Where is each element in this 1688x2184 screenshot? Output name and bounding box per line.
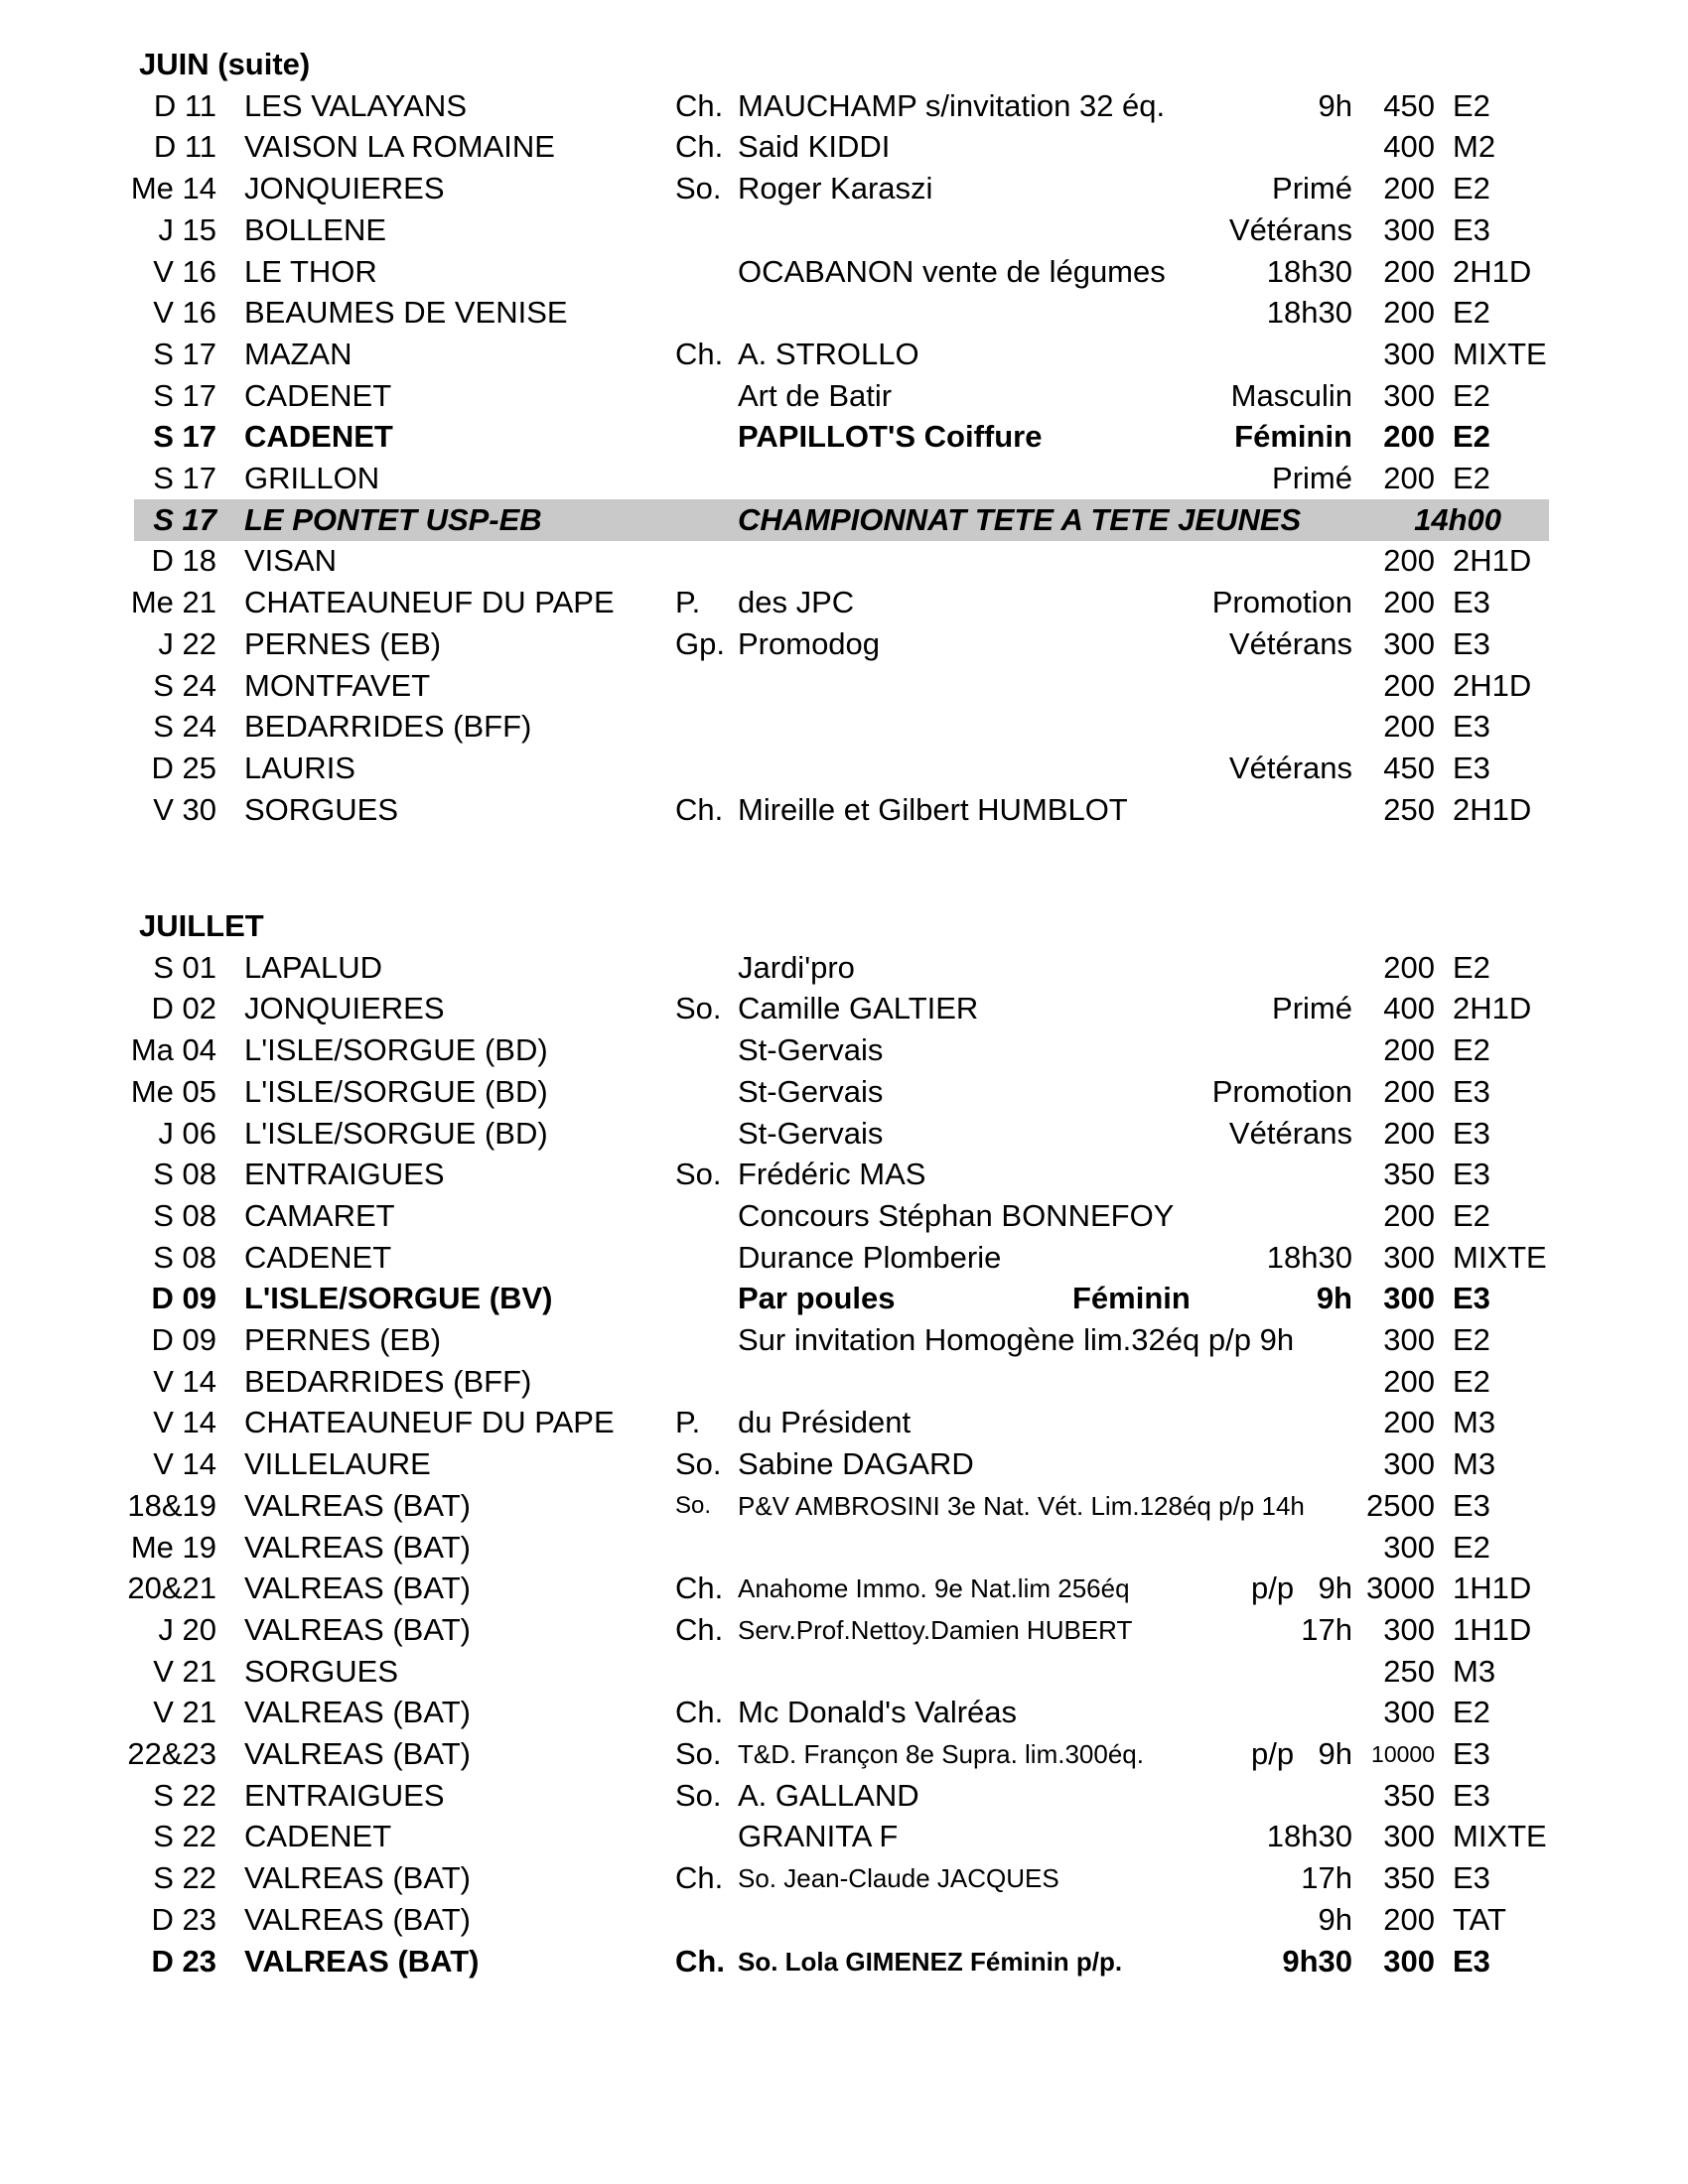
- schedule-row: [134, 706, 1549, 748]
- row-category: Primé: [1272, 461, 1352, 495]
- row-place: VAISON LA ROMAINE: [244, 129, 555, 165]
- row-description: CHAMPIONNAT TETE A TETE JEUNES: [738, 501, 1302, 537]
- row-place: SORGUES: [244, 791, 399, 827]
- schedule-row: [134, 499, 1549, 541]
- schedule-row: [130, 168, 1549, 209]
- row-format: E2: [1453, 171, 1490, 206]
- row-place: BOLLENE: [244, 211, 387, 247]
- row-category: Promotion: [1211, 1073, 1352, 1109]
- row-prize: 250: [1383, 1653, 1435, 1689]
- row-place: CADENET: [244, 1819, 392, 1854]
- row-description: St-Gervais: [738, 1032, 884, 1068]
- row-format: E2: [1453, 1363, 1490, 1399]
- row-category: Féminin: [1072, 1281, 1191, 1316]
- row-day: Me 05: [130, 1073, 216, 1109]
- row-format: E2: [1453, 1032, 1490, 1068]
- row-day: S 24: [153, 709, 216, 745]
- row-place: MONTFAVET: [244, 667, 431, 703]
- row-place: GRILLON: [244, 461, 380, 495]
- row-description: So. Jean-Claude JACQUES: [738, 1863, 1059, 1894]
- row-place: VALREAS (BAT): [244, 1943, 480, 1979]
- row-prefix: So.: [675, 1491, 712, 1519]
- row-prize: 450: [1383, 87, 1435, 123]
- row-place: CADENET: [244, 419, 393, 455]
- row-category: p/p: [1251, 1570, 1295, 1606]
- row-place: BEDARRIDES (BFF): [244, 1363, 532, 1399]
- schedule-row: [130, 582, 1549, 623]
- schedule-row: [134, 334, 1549, 375]
- row-time: 18h30: [1266, 1239, 1352, 1275]
- row-category: Vétérans: [1228, 1115, 1352, 1151]
- row-time: 9h: [1318, 1901, 1352, 1937]
- row-format: MIXTE: [1453, 336, 1547, 371]
- row-place: CADENET: [244, 377, 392, 413]
- row-prize: 300: [1383, 211, 1435, 247]
- schedule-row: [134, 789, 1549, 831]
- row-format: 1H1D: [1453, 1611, 1532, 1647]
- row-category: Vétérans: [1228, 625, 1352, 661]
- row-format: M3: [1453, 1446, 1496, 1482]
- row-prize: 450: [1383, 750, 1435, 785]
- row-place: BEAUMES DE VENISE: [244, 295, 568, 331]
- row-day: Ma 04: [130, 1032, 216, 1068]
- row-place: VALREAS (BAT): [244, 1860, 471, 1896]
- row-prize: 350: [1383, 1860, 1435, 1896]
- row-place: VALREAS (BAT): [244, 1611, 471, 1647]
- row-prefix: Ch.: [675, 1943, 725, 1979]
- schedule-row: [134, 665, 1549, 707]
- row-prize: 200: [1383, 543, 1435, 579]
- row-prefix: Ch.: [675, 129, 724, 165]
- row-format: E3: [1453, 211, 1490, 247]
- row-prize: 250: [1383, 791, 1435, 827]
- schedule-row: [134, 458, 1549, 499]
- row-prize: 300: [1383, 1446, 1435, 1482]
- row-prefix: P.: [675, 585, 701, 620]
- row-description: MAUCHAMP s/invitation 32 éq.: [738, 87, 1166, 123]
- schedule-row: [127, 1485, 1549, 1527]
- row-day: S 08: [153, 1197, 216, 1233]
- row-prize: 300: [1383, 377, 1435, 413]
- row-place: PERNES (EB): [244, 1322, 442, 1357]
- schedule-row: [134, 416, 1549, 458]
- row-prefix: Ch.: [675, 1611, 724, 1647]
- row-description: Camille GALTIER: [738, 991, 979, 1026]
- row-format: E2: [1453, 419, 1490, 455]
- row-day: D 09: [151, 1322, 216, 1357]
- row-format: E3: [1453, 1073, 1490, 1109]
- row-prize: 200: [1383, 949, 1435, 985]
- row-day: D 02: [151, 991, 216, 1026]
- row-day: D 18: [151, 543, 216, 579]
- schedule-row: [134, 1319, 1549, 1361]
- row-place: CHATEAUNEUF DU PAPE: [244, 585, 615, 620]
- row-prefix: Ch.: [675, 336, 724, 371]
- row-place: ENTRAIGUES: [244, 1157, 445, 1192]
- row-format: M2: [1453, 129, 1496, 165]
- row-description: OCABANON vente de légumes: [738, 253, 1166, 289]
- schedule-row: [134, 1113, 1549, 1155]
- section-title: JUILLET: [139, 908, 264, 943]
- row-day: V 14: [153, 1363, 216, 1399]
- row-place: L'ISLE/SORGUE (BV): [244, 1281, 553, 1316]
- row-description: St-Gervais: [738, 1115, 884, 1151]
- row-day: V 21: [153, 1653, 216, 1689]
- row-day: S 17: [153, 501, 216, 537]
- row-prize: 200: [1383, 253, 1435, 289]
- row-prize: 400: [1383, 129, 1435, 165]
- row-prize: 300: [1383, 336, 1435, 371]
- row-time: 14h00: [1414, 501, 1501, 537]
- row-description: Sur invitation Homogène lim.32éq p/p 9h: [738, 1322, 1295, 1357]
- row-place: VALREAS (BAT): [244, 1487, 471, 1523]
- row-format: 2H1D: [1453, 991, 1532, 1026]
- row-prize: 400: [1383, 991, 1435, 1026]
- schedule-row: [134, 1154, 1549, 1195]
- schedule-row: [134, 126, 1549, 168]
- row-format: MIXTE: [1453, 1239, 1547, 1275]
- row-description: PAPILLOT'S Coiffure: [738, 419, 1043, 455]
- schedule-row: [134, 1237, 1549, 1279]
- row-prize: 200: [1383, 419, 1435, 455]
- row-prize: 10000: [1371, 1741, 1435, 1767]
- row-prize: 300: [1383, 1943, 1435, 1979]
- row-day: S 22: [153, 1860, 216, 1896]
- row-description: Art de Batir: [738, 377, 893, 413]
- row-prize: 3000: [1366, 1570, 1435, 1606]
- row-format: E2: [1453, 949, 1490, 985]
- row-day: 18&19: [127, 1487, 216, 1523]
- row-format: E3: [1453, 585, 1490, 620]
- row-place: LAURIS: [244, 750, 355, 785]
- row-day: V 14: [153, 1446, 216, 1482]
- schedule-row: [134, 375, 1549, 417]
- row-format: E3: [1453, 1115, 1490, 1151]
- row-prize: 300: [1383, 1239, 1435, 1275]
- row-category: Primé: [1272, 171, 1352, 206]
- row-format: E3: [1453, 1487, 1490, 1523]
- schedule-row: [134, 292, 1549, 334]
- row-place: VALREAS (BAT): [244, 1901, 471, 1937]
- row-format: E2: [1453, 87, 1490, 123]
- row-prize: 200: [1383, 709, 1435, 745]
- row-description: Durance Plomberie: [738, 1239, 1002, 1275]
- schedule-row: [134, 251, 1549, 293]
- row-category: Vétérans: [1228, 750, 1352, 785]
- row-day: S 17: [153, 419, 216, 455]
- row-day: 22&23: [127, 1736, 216, 1771]
- row-format: 1H1D: [1453, 1570, 1532, 1606]
- row-prize: 300: [1383, 1281, 1435, 1316]
- row-category: Féminin: [1234, 419, 1352, 455]
- schedule-row: [134, 748, 1549, 789]
- schedule-row: [134, 1609, 1549, 1651]
- row-description: Serv.Prof.Nettoy.Damien HUBERT: [738, 1614, 1133, 1645]
- schedule-row: [134, 1899, 1549, 1941]
- row-format: E3: [1453, 750, 1490, 785]
- schedule-row: [134, 947, 1549, 989]
- row-place: SORGUES: [244, 1653, 399, 1689]
- row-time: 9h30: [1282, 1943, 1352, 1979]
- row-format: E3: [1453, 1157, 1490, 1192]
- row-format: MIXTE: [1453, 1819, 1547, 1854]
- schedule-row: [130, 1071, 1549, 1113]
- row-description: GRANITA F: [738, 1819, 899, 1854]
- schedule-row: [134, 1651, 1549, 1693]
- row-day: J 20: [158, 1611, 216, 1647]
- row-prefix: Ch.: [675, 1860, 724, 1896]
- row-prize: 200: [1383, 1073, 1435, 1109]
- schedule-row: [134, 1941, 1549, 1982]
- row-description: T&D. Françon 8e Supra. lim.300éq.: [738, 1739, 1144, 1769]
- row-day: Me 21: [130, 585, 216, 620]
- row-format: E3: [1453, 1281, 1490, 1316]
- row-prefix: So.: [675, 171, 722, 206]
- row-format: M3: [1453, 1405, 1496, 1440]
- row-format: E2: [1453, 1322, 1490, 1357]
- row-day: S 17: [153, 377, 216, 413]
- row-place: MAZAN: [244, 336, 352, 371]
- row-place: ENTRAIGUES: [244, 1777, 445, 1813]
- row-format: E3: [1453, 1860, 1490, 1896]
- row-prefix: So.: [675, 1777, 722, 1813]
- row-prize: 200: [1383, 667, 1435, 703]
- row-day: S 08: [153, 1239, 216, 1275]
- row-format: 2H1D: [1453, 667, 1532, 703]
- row-format: E2: [1453, 1529, 1490, 1565]
- row-day: Me 14: [130, 171, 216, 206]
- row-time: 9h: [1318, 1570, 1352, 1606]
- schedule-row: [130, 1029, 1549, 1071]
- row-prefix: So.: [675, 1446, 722, 1482]
- row-prefix: So.: [675, 1157, 722, 1192]
- row-prefix: Ch.: [675, 791, 724, 827]
- row-time: 9h: [1318, 1736, 1352, 1771]
- row-day: 20&21: [127, 1570, 216, 1606]
- row-place: PERNES (EB): [244, 625, 442, 661]
- row-day: J 15: [158, 211, 216, 247]
- row-day: D 23: [151, 1943, 216, 1979]
- row-time: 17h: [1301, 1611, 1352, 1647]
- row-place: VILLELAURE: [244, 1446, 431, 1482]
- row-format: 2H1D: [1453, 253, 1532, 289]
- row-place: VALREAS (BAT): [244, 1529, 471, 1565]
- row-day: S 01: [153, 949, 216, 985]
- row-format: E2: [1453, 461, 1490, 495]
- row-category: Vétérans: [1228, 211, 1352, 247]
- row-day: D 09: [151, 1281, 216, 1316]
- row-prefix: So.: [675, 1736, 722, 1771]
- row-format: E3: [1453, 1736, 1490, 1771]
- schedule-row: [134, 1857, 1549, 1899]
- row-description: Frédéric MAS: [738, 1157, 926, 1192]
- row-description: Roger Karaszi: [738, 171, 933, 206]
- row-description: A. STROLLO: [738, 336, 919, 371]
- row-prefix: Ch.: [675, 1570, 724, 1606]
- row-day: D 11: [153, 87, 216, 123]
- row-description: des JPC: [738, 585, 855, 620]
- row-day: S 08: [153, 1157, 216, 1192]
- row-day: V 14: [153, 1405, 216, 1440]
- row-day: J 06: [158, 1115, 216, 1151]
- row-format: E3: [1453, 709, 1490, 745]
- row-prize: 2500: [1366, 1487, 1435, 1523]
- row-day: Me 19: [130, 1529, 216, 1565]
- row-place: LE PONTET USP-EB: [244, 501, 542, 537]
- row-description: So. Lola GIMENEZ Féminin p/p.: [738, 1946, 1123, 1977]
- row-format: E3: [1453, 625, 1490, 661]
- schedule-row: [134, 988, 1549, 1029]
- row-time: 18h30: [1266, 1819, 1352, 1854]
- row-description: Concours Stéphan BONNEFOY: [738, 1197, 1175, 1233]
- schedule-row: [127, 1733, 1549, 1775]
- row-time: 18h30: [1266, 253, 1352, 289]
- row-place: JONQUIERES: [244, 991, 445, 1026]
- row-place: LES VALAYANS: [244, 87, 467, 123]
- row-format: E2: [1453, 295, 1490, 331]
- row-format: E2: [1453, 377, 1490, 413]
- row-day: V 21: [153, 1695, 216, 1730]
- row-prize: 350: [1383, 1157, 1435, 1192]
- schedule-row: [134, 623, 1549, 665]
- row-prize: 200: [1383, 1115, 1435, 1151]
- row-prize: 300: [1383, 1529, 1435, 1565]
- row-prize: 300: [1383, 1322, 1435, 1357]
- row-format: E2: [1453, 1695, 1490, 1730]
- row-category: Masculin: [1230, 377, 1352, 413]
- row-format: 2H1D: [1453, 791, 1532, 827]
- row-place: LE THOR: [244, 253, 377, 289]
- row-place: L'ISLE/SORGUE (BD): [244, 1073, 548, 1109]
- schedule-row: [134, 540, 1549, 582]
- schedule-row: [134, 85, 1549, 127]
- row-day: D 25: [151, 750, 216, 785]
- row-day: D 23: [151, 1901, 216, 1937]
- row-day: S 22: [153, 1777, 216, 1813]
- row-day: J 22: [158, 625, 216, 661]
- schedule-row: [134, 1692, 1549, 1733]
- schedule-row: [134, 1195, 1549, 1237]
- row-description: Mireille et Gilbert HUMBLOT: [738, 791, 1128, 827]
- row-day: D 11: [153, 129, 216, 165]
- row-prize: 300: [1383, 1695, 1435, 1730]
- row-prize: 200: [1383, 1363, 1435, 1399]
- row-prize: 200: [1383, 171, 1435, 206]
- row-description: Jardi'pro: [738, 949, 855, 985]
- row-place: VALREAS (BAT): [244, 1570, 471, 1606]
- row-prize: 200: [1383, 461, 1435, 495]
- row-day: S 22: [153, 1819, 216, 1854]
- row-time: 17h: [1301, 1860, 1352, 1896]
- schedule-row: [130, 1527, 1549, 1569]
- row-prefix: Ch.: [675, 1695, 724, 1730]
- row-place: CAMARET: [244, 1197, 395, 1233]
- row-prize: 200: [1383, 295, 1435, 331]
- section-title: JUIN (suite): [139, 47, 311, 81]
- row-time: 9h: [1318, 87, 1352, 123]
- row-description: Said KIDDI: [738, 129, 891, 165]
- row-format: 2H1D: [1453, 543, 1532, 579]
- row-format: E3: [1453, 1777, 1490, 1813]
- row-place: JONQUIERES: [244, 171, 445, 206]
- schedule-row: [134, 1402, 1549, 1443]
- row-place: VISAN: [244, 543, 338, 579]
- row-prize: 200: [1383, 585, 1435, 620]
- schedule-row: [134, 1278, 1549, 1319]
- row-day: S 17: [153, 461, 216, 495]
- row-format: M3: [1453, 1653, 1496, 1689]
- row-prize: 300: [1383, 625, 1435, 661]
- row-place: BEDARRIDES (BFF): [244, 709, 532, 745]
- row-place: L'ISLE/SORGUE (BD): [244, 1115, 548, 1151]
- row-prize: 200: [1383, 1197, 1435, 1233]
- schedule-row: [134, 1361, 1549, 1403]
- row-category: Promotion: [1211, 585, 1352, 620]
- row-prize: 300: [1383, 1611, 1435, 1647]
- schedule-row: [134, 1443, 1549, 1485]
- row-format: TAT: [1453, 1901, 1506, 1937]
- row-prize: 350: [1383, 1777, 1435, 1813]
- row-description: Anahome Immo. 9e Nat.lim 256éq: [738, 1573, 1130, 1604]
- row-place: LAPALUD: [244, 949, 382, 985]
- schedule-row: [134, 209, 1549, 251]
- row-description: P&V AMBROSINI 3e Nat. Vét. Lim.128éq p/p 14h: [738, 1490, 1305, 1521]
- row-format: E3: [1453, 1943, 1490, 1979]
- row-prefix: Ch.: [675, 87, 724, 123]
- row-place: L'ISLE/SORGUE (BD): [244, 1032, 548, 1068]
- row-prize: 200: [1383, 1901, 1435, 1937]
- row-description: Sabine DAGARD: [738, 1446, 974, 1482]
- row-day: V 16: [153, 295, 216, 331]
- row-place: CADENET: [244, 1239, 392, 1275]
- row-day: V 30: [153, 791, 216, 827]
- schedule-row: [127, 1568, 1549, 1609]
- row-description: St-Gervais: [738, 1073, 884, 1109]
- row-category: p/p: [1251, 1736, 1295, 1771]
- row-category: Primé: [1272, 991, 1352, 1026]
- row-day: S 17: [153, 336, 216, 371]
- row-description: du Président: [738, 1405, 912, 1440]
- row-prefix: So.: [675, 991, 722, 1026]
- row-prefix: Gp.: [675, 625, 725, 661]
- row-prefix: P.: [675, 1405, 701, 1440]
- row-description: Mc Donald's Valréas: [738, 1695, 1018, 1730]
- row-description: Par poules: [738, 1281, 896, 1316]
- row-description: A. GALLAND: [738, 1777, 919, 1813]
- row-day: S 24: [153, 667, 216, 703]
- row-prize: 200: [1383, 1032, 1435, 1068]
- row-place: VALREAS (BAT): [244, 1736, 471, 1771]
- row-place: CHATEAUNEUF DU PAPE: [244, 1405, 615, 1440]
- row-time: 18h30: [1266, 295, 1352, 331]
- schedule-row: [134, 1816, 1549, 1857]
- row-description: Promodog: [738, 625, 881, 661]
- row-format: E2: [1453, 1197, 1490, 1233]
- row-place: VALREAS (BAT): [244, 1695, 471, 1730]
- row-prize: 300: [1383, 1819, 1435, 1854]
- row-time: 9h: [1316, 1281, 1352, 1316]
- row-prize: 200: [1383, 1405, 1435, 1440]
- schedule-row: [134, 1775, 1549, 1817]
- row-day: V 16: [153, 253, 216, 289]
